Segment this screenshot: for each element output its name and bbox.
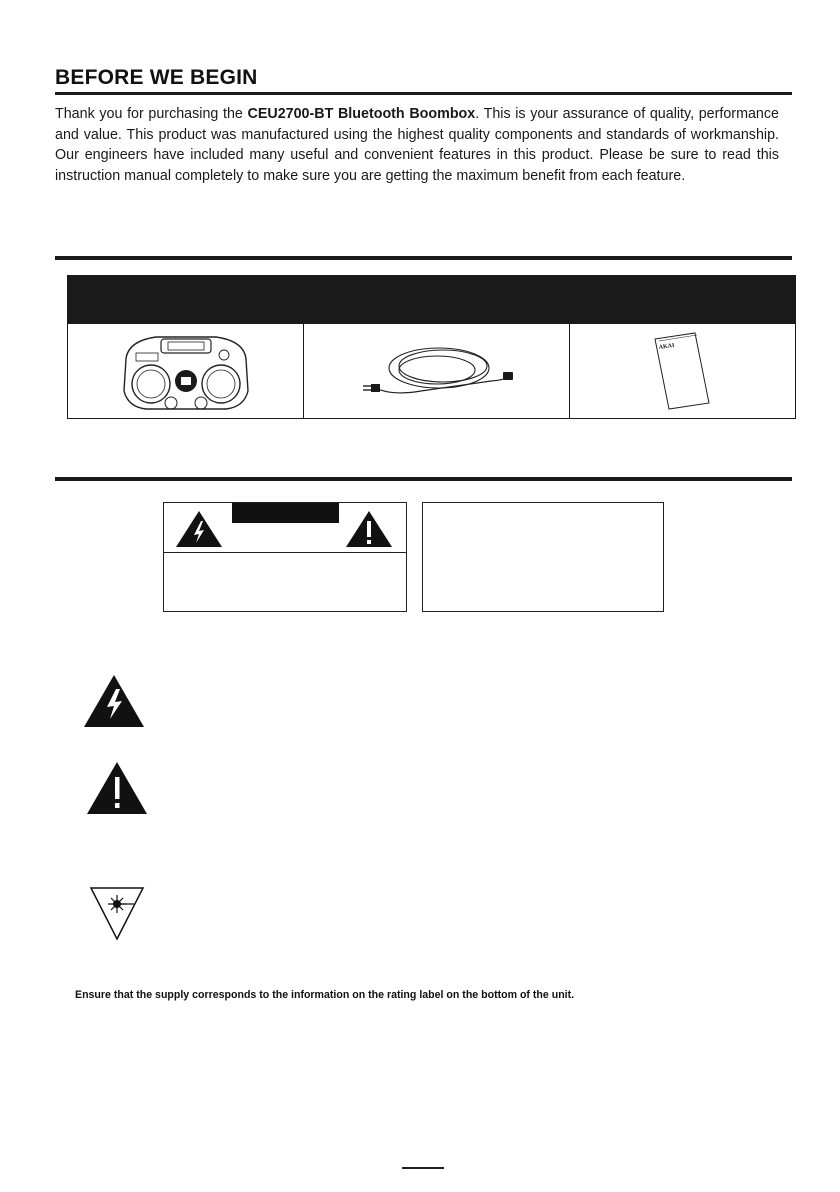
intro-lead: Thank you for purchasing the [55, 106, 248, 122]
product-name: CEU2700-BT Bluetooth Boombox [247, 106, 476, 122]
exclamation-warning-icon [85, 760, 149, 816]
supply-note: Ensure that the supply corresponds to the information on the rating label on the bottom of the unit. [75, 989, 575, 1001]
boombox-illustration [116, 329, 256, 413]
lightning-warning-icon [174, 509, 224, 549]
instruction-manual-illustration [647, 329, 717, 413]
caution-banner [232, 503, 339, 523]
page-number-rule [402, 1167, 444, 1169]
section-divider-2 [55, 477, 792, 481]
caution-label-box [163, 502, 407, 612]
accessory-cell-boombox [68, 324, 303, 418]
title-divider [55, 92, 792, 95]
intro-rest: . This is your assurance of quality, performance and value. This product was manufactured using the highest quality components and standards of workmanship. Our engineers have included many useful and convenient features in this product. Please be sure to read this instruction manual completely to make sure you are getting the maximum benefit from each feature. [55, 106, 779, 184]
accessories-header-bar [67, 275, 796, 323]
caution-divider [164, 552, 406, 553]
page-title: BEFORE WE BEGIN [55, 66, 258, 89]
exclamation-warning-icon [344, 509, 394, 549]
accessory-cell-manual [569, 324, 795, 418]
laser-warning-icon [88, 884, 146, 942]
section-divider [55, 256, 792, 260]
accessories-table [67, 323, 796, 419]
intro-paragraph [55, 104, 779, 186]
power-cord-illustration [351, 336, 521, 406]
accessory-cell-power-cord [303, 324, 568, 418]
side-info-box [422, 502, 664, 612]
lightning-warning-icon [82, 673, 146, 729]
manual-brand-text: AKAI [658, 342, 676, 351]
